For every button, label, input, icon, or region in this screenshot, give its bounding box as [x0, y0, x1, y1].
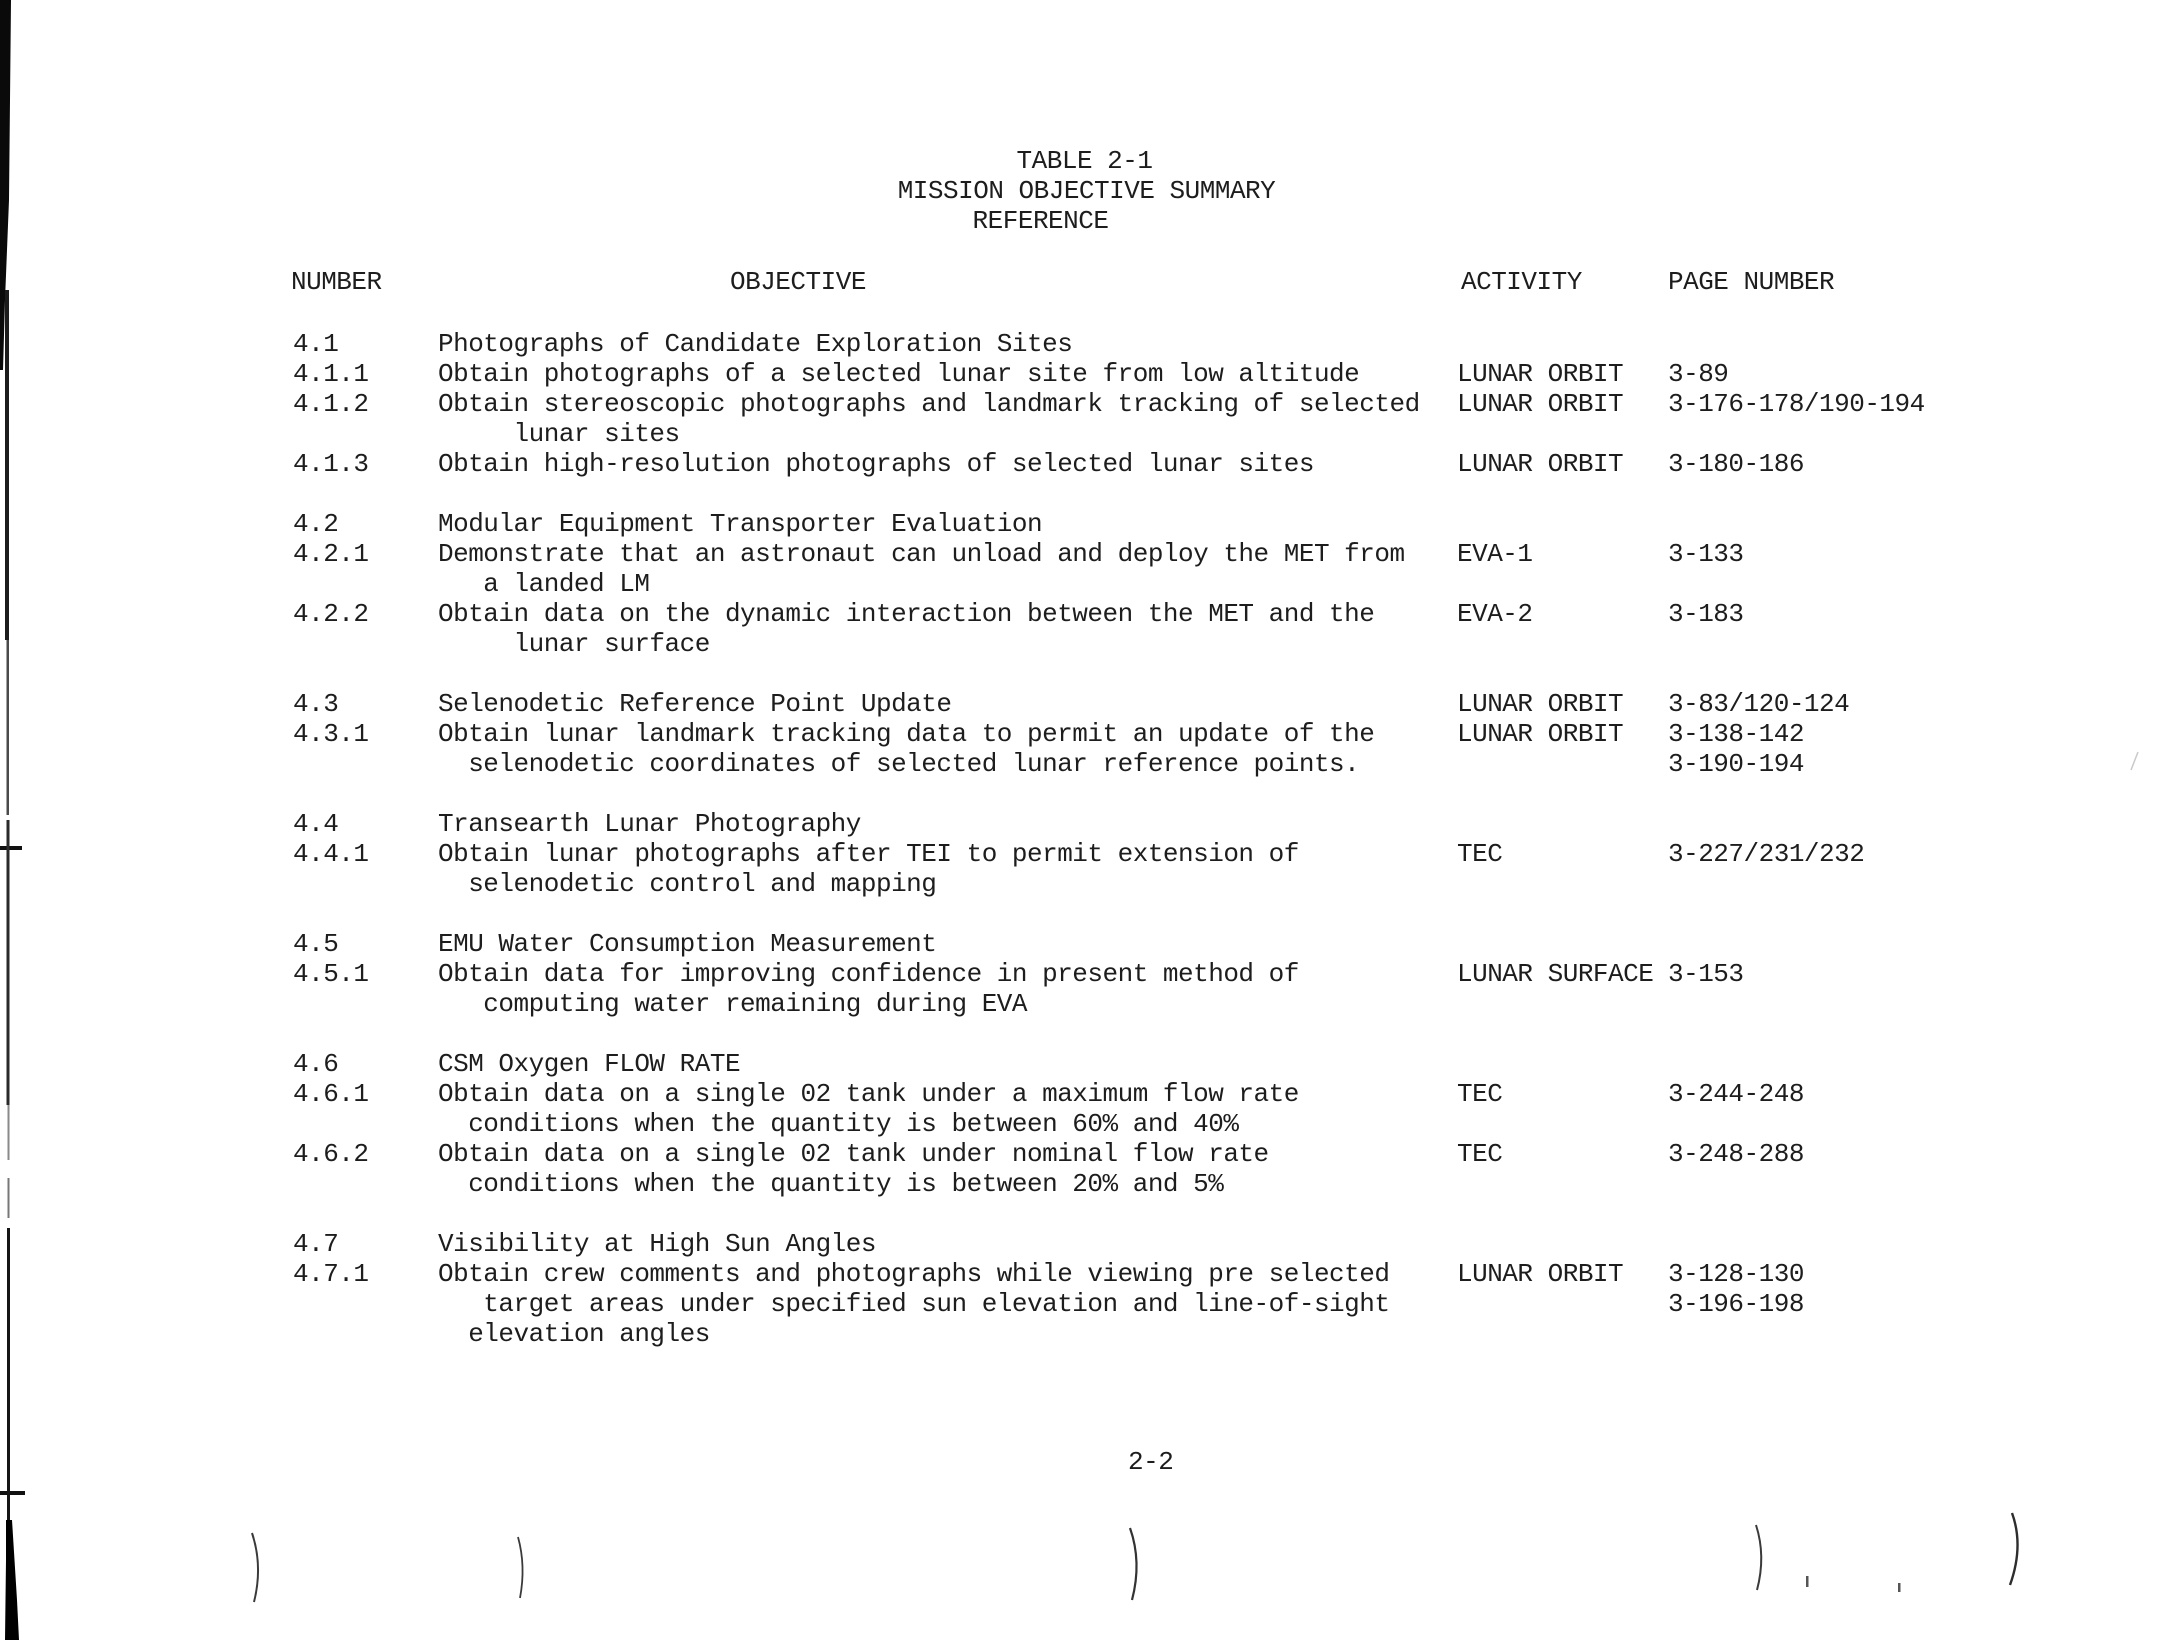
table-row [293, 719, 2157, 749]
cell-activity: EVA-1 [1457, 539, 1533, 569]
cell-activity [1457, 869, 1668, 899]
cell-objective: Modular Equipment Transporter Evaluation [438, 509, 1043, 539]
cell-number: 4.1 [293, 329, 339, 359]
cell-page-number [1668, 1229, 2157, 1259]
cell-number [293, 869, 438, 899]
cell-activity [1457, 1169, 1668, 1199]
cell-objective: selenodetic control and mapping [438, 869, 937, 899]
header-page-number: PAGE NUMBER [1668, 267, 1835, 297]
cell-number [293, 1109, 438, 1139]
cell-page-number: 3-244-248 [1668, 1079, 1804, 1109]
cell-objective: conditions when the quantity is between 20% and 5% [438, 1169, 1224, 1199]
cell-number [293, 1199, 438, 1229]
cell-number: 4.3.1 [293, 719, 369, 749]
cell-number: 4.5 [293, 929, 339, 959]
cell-activity [1457, 479, 1668, 509]
table-row [293, 329, 2157, 359]
cell-page-number: 3-180-186 [1668, 449, 1804, 479]
table-row [293, 1259, 2157, 1289]
cell-number [293, 659, 438, 689]
cell-objective: Obtain data on the dynamic interaction between the MET and the [438, 599, 1375, 629]
cell-activity [1457, 929, 1668, 959]
table-row [293, 479, 2157, 509]
cell-activity: LUNAR ORBIT [1457, 449, 1624, 479]
cell-objective: Obtain lunar landmark tracking data to permit an update of the [438, 719, 1375, 749]
table-row [293, 569, 2157, 599]
cell-number [293, 1019, 438, 1049]
mission-objectives-table [293, 329, 2157, 1349]
cell-objective: Demonstrate that an astronaut can unload and deploy the MET from [438, 539, 1405, 569]
cell-page-number: 3-153 [1668, 959, 1744, 989]
cell-activity: LUNAR ORBIT [1457, 1259, 1624, 1289]
cell-page-number [1668, 989, 2157, 1019]
header-number: NUMBER [291, 267, 382, 297]
cell-objective: Selenodetic Reference Point Update [438, 689, 952, 719]
table-row [293, 599, 2157, 629]
cell-objective: elevation angles [438, 1319, 710, 1349]
header-activity: ACTIVITY [1461, 267, 1582, 297]
cell-objective: lunar sites [438, 419, 680, 449]
cell-activity [1457, 899, 1668, 929]
cell-objective [438, 659, 1457, 689]
table-row [293, 839, 2157, 869]
table-row [293, 1109, 2157, 1139]
table-row [293, 779, 2157, 809]
cell-objective: conditions when the quantity is between 60% and 40% [438, 1109, 1239, 1139]
cell-page-number [1668, 659, 2157, 689]
cell-objective [438, 1199, 1457, 1229]
cell-page-number: 3-176-178/190-194 [1668, 389, 1925, 419]
cell-objective: Obtain crew comments and photographs while viewing pre selected [438, 1259, 1390, 1289]
cell-number [293, 629, 438, 659]
table-row [293, 929, 2157, 959]
cell-page-number: 3-133 [1668, 539, 1744, 569]
cell-objective: target areas under specified sun elevation and line-of-sight [438, 1289, 1390, 1319]
cell-objective: lunar surface [438, 629, 710, 659]
cell-objective: Obtain data for improving confidence in present method of [438, 959, 1299, 989]
table-row [293, 629, 2157, 659]
cell-number: 4.4.1 [293, 839, 369, 869]
cell-page-number: 3-138-142 [1668, 719, 1804, 749]
cell-number: 4.5.1 [293, 959, 369, 989]
cell-page-number [1668, 779, 2157, 809]
cell-number: 4.7 [293, 1229, 339, 1259]
table-row [293, 419, 2157, 449]
cell-objective: Obtain data on a single 02 tank under nominal flow rate [438, 1139, 1269, 1169]
cell-activity [1457, 1229, 1668, 1259]
cell-page-number [1668, 899, 2157, 929]
cell-objective: Photographs of Candidate Exploration Sites [438, 329, 1073, 359]
cell-number: 4.1.3 [293, 449, 369, 479]
cell-page-number [1668, 479, 2157, 509]
cell-activity [1457, 989, 1668, 1019]
cell-number: 4.2.2 [293, 599, 369, 629]
cell-objective: CSM Oxygen FLOW RATE [438, 1049, 741, 1079]
cell-objective: Transearth Lunar Photography [438, 809, 861, 839]
cell-page-number [1668, 1109, 2157, 1139]
cell-objective [438, 779, 1457, 809]
table-row [293, 1079, 2157, 1109]
table-row [293, 1199, 2157, 1229]
table-row [293, 989, 2157, 1019]
cell-objective: Obtain photographs of a selected lunar site from low altitude [438, 359, 1360, 389]
cell-activity [1457, 1109, 1668, 1139]
cell-objective: EMU Water Consumption Measurement [438, 929, 937, 959]
table-row [293, 1049, 2157, 1079]
cell-number [293, 479, 438, 509]
cell-page-number [1668, 809, 2157, 839]
cell-activity [1457, 1289, 1668, 1319]
cell-activity: LUNAR ORBIT [1457, 689, 1624, 719]
cell-number [293, 1169, 438, 1199]
cell-activity: LUNAR ORBIT [1457, 719, 1624, 749]
cell-page-number: 3-128-130 [1668, 1259, 1804, 1289]
cell-objective: Obtain data on a single 02 tank under a maximum flow rate [438, 1079, 1299, 1109]
title-line-reference: REFERENCE [972, 206, 1109, 236]
table-row [293, 1139, 2157, 1169]
table-row [293, 359, 2157, 389]
cell-number: 4.1.2 [293, 389, 369, 419]
cell-page-number: 3-196-198 [1668, 1289, 1804, 1319]
cell-objective: a landed LM [438, 569, 650, 599]
cell-activity [1457, 1019, 1668, 1049]
cell-number: 4.6.2 [293, 1139, 369, 1169]
cell-number: 4.6.1 [293, 1079, 369, 1109]
cell-activity: TEC [1457, 1079, 1503, 1109]
table-row [293, 869, 2157, 899]
cell-number: 4.1.1 [293, 359, 369, 389]
cell-page-number: 3-190-194 [1668, 749, 1804, 779]
cell-number [293, 899, 438, 929]
table-row [293, 659, 2157, 689]
table-row [293, 1169, 2157, 1199]
header-objective: OBJECTIVE [730, 267, 866, 297]
cell-activity [1457, 779, 1668, 809]
cell-number [293, 419, 438, 449]
page-footer: 2-2 [1128, 1447, 1174, 1477]
cell-number: 4.7.1 [293, 1259, 369, 1289]
cell-page-number [1668, 509, 2157, 539]
cell-number [293, 1319, 438, 1349]
cell-page-number: 3-227/231/232 [1668, 839, 1865, 869]
table-row [293, 539, 2157, 569]
cell-number [293, 779, 438, 809]
cell-page-number: 3-183 [1668, 599, 1744, 629]
cell-activity [1457, 419, 1668, 449]
table-row [293, 899, 2157, 929]
table-row [293, 959, 2157, 989]
cell-activity [1457, 629, 1668, 659]
table-row [293, 1019, 2157, 1049]
cell-objective: Visibility at High Sun Angles [438, 1229, 876, 1259]
cell-number: 4.4 [293, 809, 339, 839]
cell-activity [1457, 509, 1668, 539]
cell-number: 4.2.1 [293, 539, 369, 569]
cell-page-number [1668, 869, 2157, 899]
table-row [293, 449, 2157, 479]
table-row [293, 509, 2157, 539]
cell-activity: LUNAR ORBIT [1457, 389, 1624, 419]
cell-activity: LUNAR SURFACE [1457, 959, 1654, 989]
document-title [0, 146, 2157, 236]
cell-page-number: 3-248-288 [1668, 1139, 1804, 1169]
cell-objective: computing water remaining during EVA [438, 989, 1027, 1019]
cell-page-number: 3-83/120-124 [1668, 689, 1850, 719]
cell-page-number [1668, 1169, 2157, 1199]
cell-activity [1457, 749, 1668, 779]
cell-page-number [1668, 569, 2157, 599]
cell-page-number: 3-89 [1668, 359, 1729, 389]
table-row [293, 749, 2157, 779]
cell-page-number [1668, 1199, 2157, 1229]
cell-activity: LUNAR ORBIT [1457, 359, 1624, 389]
cell-page-number [1668, 419, 2157, 449]
cell-number: 4.2 [293, 509, 339, 539]
cell-number [293, 749, 438, 779]
cell-page-number [1668, 1049, 2157, 1079]
title-line-table-number: TABLE 2-1 [1016, 146, 1153, 176]
cell-number: 4.3 [293, 689, 339, 719]
cell-page-number [1668, 329, 2157, 359]
cell-activity: EVA-2 [1457, 599, 1533, 629]
table-row [293, 1319, 2157, 1349]
cell-activity: TEC [1457, 839, 1503, 869]
column-headers [0, 267, 2157, 297]
table-row [293, 689, 2157, 719]
cell-activity [1457, 809, 1668, 839]
cell-number [293, 989, 438, 1019]
cell-activity [1457, 1319, 1668, 1349]
table-row [293, 809, 2157, 839]
cell-objective [438, 899, 1457, 929]
cell-number: 4.6 [293, 1049, 339, 1079]
cell-number [293, 1289, 438, 1319]
cell-objective: Obtain lunar photographs after TEI to permit extension of [438, 839, 1299, 869]
cell-activity [1457, 1049, 1668, 1079]
cell-objective: Obtain high-resolution photographs of selected lunar sites [438, 449, 1314, 479]
cell-objective [438, 1019, 1457, 1049]
cell-page-number [1668, 629, 2157, 659]
cell-objective: selenodetic coordinates of selected lunar reference points. [438, 749, 1360, 779]
cell-page-number [1668, 1019, 2157, 1049]
cell-page-number [1668, 929, 2157, 959]
cell-activity [1457, 659, 1668, 689]
table-row [293, 1229, 2157, 1259]
table-row [293, 389, 2157, 419]
cell-number [293, 569, 438, 599]
cell-activity [1457, 1199, 1668, 1229]
cell-activity [1457, 329, 1668, 359]
cell-activity [1457, 569, 1668, 599]
title-line-table-name: MISSION OBJECTIVE SUMMARY [897, 176, 1276, 206]
cell-objective [438, 479, 1457, 509]
cell-objective: Obtain stereoscopic photographs and landmark tracking of selected [438, 389, 1420, 419]
table-row [293, 1289, 2157, 1319]
cell-page-number [1668, 1319, 2157, 1349]
cell-activity: TEC [1457, 1139, 1503, 1169]
